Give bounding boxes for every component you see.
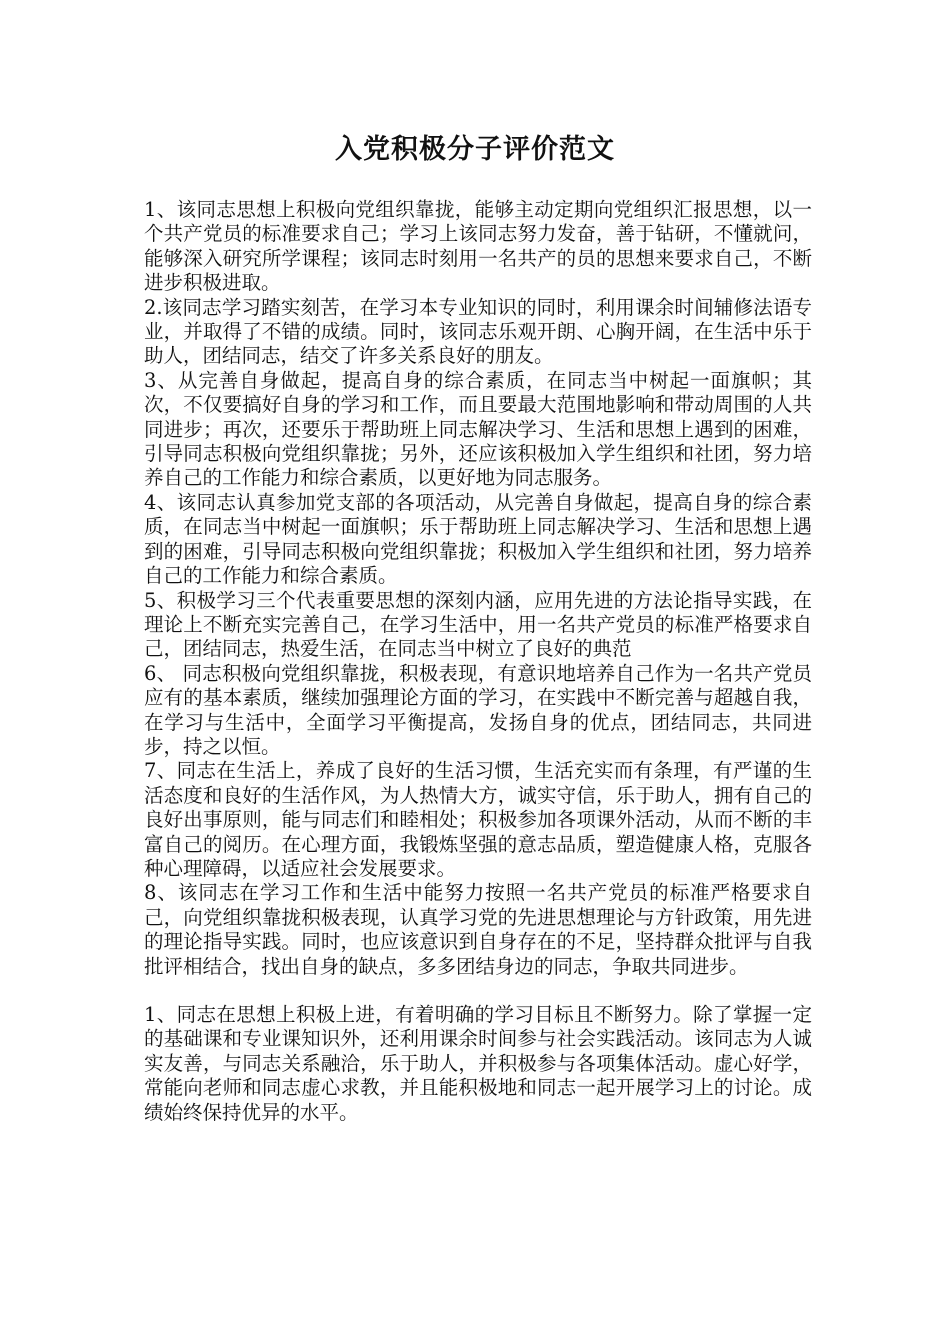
paragraph-7: 7、同志在生活上，养成了良好的生活习惯，生活充实而有条理，有严谨的生活态度和良好的生活作风，为人热情大方，诚实守信，乐于助人，拥有自己的良好出事原则，能与同志们和睦相处；积极参加各项课外活动，从而不断的丰富自己的阅历。在心理方面，我锻炼坚强的意志品质，塑造健康人格，克服各种心理障碍，以适应社会发展要求。 <box>144 759 812 880</box>
document-body <box>144 198 812 1125</box>
paragraph-1: 1、该同志思想上积极向党组织靠拢，能够主动定期向党组织汇报思想，以一个共产党员的标准要求自己；学习上该同志努力发奋，善于钻研，不懂就问，能够深入研究所学课程；该同志时刻用一名共产的员的思想来要求自己，不断进步积极进取。 <box>144 198 812 295</box>
paragraph-2: 2.该同志学习踏实刻苦，在学习本专业知识的同时，利用课余时间辅修法语专业，并取得了不错的成绩。同时，该同志乐观开朗、心胸开阔，在生活中乐于助人，团结同志，结交了许多关系良好的朋友。 <box>144 295 812 368</box>
paragraph-8: 8、该同志在学习工作和生活中能努力按照一名共产党员的标准严格要求自己，向党组织靠拢积极表现，认真学习党的先进思想理论与方针政策，用先进的理论指导实践。同时，也应该意识到自身存在的不足，坚持群众批评与自我批评相结合，找出自身的缺点，多多团结身边的同志，争取共同进步。 <box>144 881 812 978</box>
document-title: 入党积极分子评价范文 <box>335 134 615 165</box>
paragraph-b-1: 1、同志在思想上积极上进，有着明确的学习目标且不断努力。除了掌握一定的基础课和专业课知识外，还利用课余时间参与社会实践活动。该同志为人诚实友善，与同志关系融洽，乐于助人，并积极参与各项集体活动。虚心好学，常能向老师和同志虚心求教，并且能积极地和同志一起开展学习上的讨论。成绩始终保持优异的水平。 <box>144 1003 812 1124</box>
paragraph-6: 6、 同志积极向党组织靠拢，积极表现，有意识地培养自己作为一名共产党员应有的基本素质，继续加强理论方面的学习，在实践中不断完善与超越自我，在学习与生活中，全面学习平衡提高，发扬自身的优点，团结同志，共同进步，持之以恒。 <box>144 661 812 758</box>
paragraph-5: 5、积极学习三个代表重要思想的深刻内涵，应用先进的方法论指导实践，在理论上不断充实完善自己，在学习生活中，用一名共产党员的标准严格要求自己，团结同志，热爱生活，在同志当中树立了良好的典范 <box>144 588 812 661</box>
section-gap <box>144 979 812 1003</box>
paragraph-3: 3、从完善自身做起，提高自身的综合素质，在同志当中树起一面旗帜；其次，不仅要搞好自身的学习和工作，而且要最大范围地影响和带动周围的人共同进步；再次，还要乐于帮助班上同志解决学习、生活和思想上遇到的困难，引导同志积极向党组织靠拢；另外，还应该积极加入学生组织和社团，努力培养自己的工作能力和综合素质，以更好地为同志服务。 <box>144 368 812 490</box>
paragraph-4: 4、该同志认真参加党支部的各项活动，从完善自身做起，提高自身的综合素质，在同志当中树起一面旗帜；乐于帮助班上同志解决学习、生活和思想上遇到的困难，引导同志积极向党组织靠拢；积极加入学生组织和社团，努力培养自己的工作能力和综合素质。 <box>144 490 812 588</box>
